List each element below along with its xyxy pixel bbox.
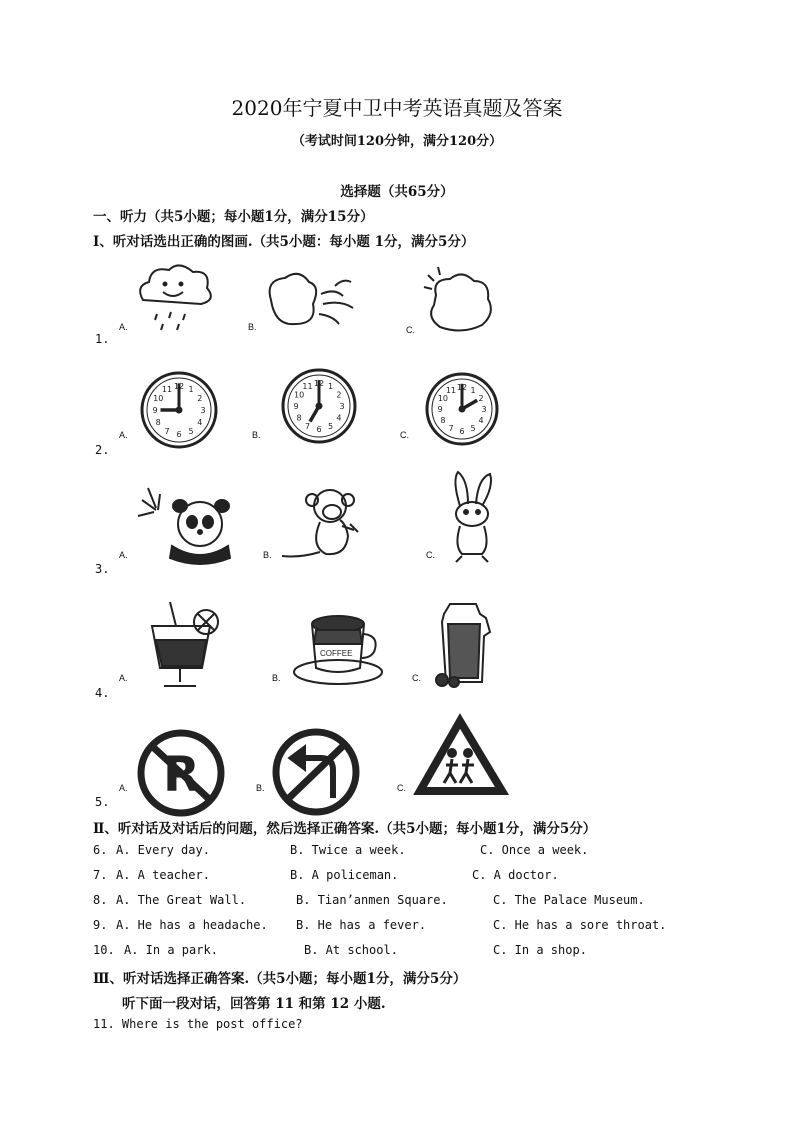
q7-option-b: B. A policeman. [290,868,399,882]
clock-numeral: 5 [470,424,476,434]
sign-letter: R [163,747,200,803]
q3-number: 3. [95,562,110,576]
children-crossing-sign-icon [416,717,506,795]
clock-nine-oclock-icon [136,370,222,450]
clock-numeral: 4 [197,418,203,427]
q4-number: 4. [95,686,110,700]
q7-number: 7. [93,868,108,882]
clock-numeral: 1 [327,382,334,392]
q6-number: 6. [93,843,108,857]
clock-numeral: 5 [327,421,334,431]
milk-jug-icon [430,602,500,690]
clock-numeral: 8 [440,416,446,425]
q1-option-b: B. [248,322,257,332]
clock-numeral: 2 [478,394,484,403]
clock-numeral: 5 [188,426,194,436]
clock-numeral: 4 [478,416,484,425]
exam-info: （考试时间120分钟，满分120分） [291,134,503,149]
clock-seven-oclock-icon [280,366,358,446]
q7-option-c: C. A doctor. [472,868,559,882]
clock-numeral: 12 [456,383,468,392]
clock-numeral: 8 [296,413,302,423]
q2-option-a: A. [119,430,128,440]
no-left-turn-sign-icon [271,728,361,816]
q10-number: 10. [93,943,115,957]
clock-numeral: 9 [152,406,158,415]
clock-numeral: 10 [293,390,305,400]
clock-numeral: 2 [336,390,342,400]
cup-label: COFFEE [320,649,353,658]
part1-title: 一、听力（共5小题；每小题1分，满分15分） [93,209,374,225]
clock-two-oclock-icon [424,370,500,448]
clock-numeral: 3 [200,406,206,415]
q9-option-a: A. He has a headache. [116,918,268,932]
q3-option-b: B. [263,550,272,560]
clock-numeral: 4 [336,413,342,423]
clock-numeral: 11 [302,382,313,392]
clock-numeral: 11 [161,385,173,395]
clock-numeral: 3 [481,405,487,414]
q9-number: 9. [93,918,108,932]
q8-number: 8. [93,893,108,907]
clock-numeral: 8 [155,418,161,427]
sub2-title: Ⅱ、听对话及对话后的问题，然后选择正确答案.（共5小题；每小题1分，满分5分） [93,821,597,837]
rabbit-icon [438,470,508,566]
q8-option-c: C. The Palace Museum. [493,893,645,907]
q1-number: 1. [95,332,110,346]
clock-numeral: 3 [339,402,345,411]
juice-glass-icon [140,600,226,690]
clock-numeral: 2 [197,394,203,403]
clock-numeral: 6 [176,430,182,439]
sub1-title: Ⅰ、听对话选出正确的图画.（共5小题：每小题 1分，满分5分） [93,234,475,250]
clock-numeral: 1 [470,385,476,395]
sub3-instruction: 听下面一段对话，回答第 11 和第 12 小题. [122,996,386,1012]
q3-option-c: C. [426,550,435,560]
clock-numeral: 12 [313,379,325,388]
clock-numeral: 11 [445,385,457,395]
q2-option-c: C. [400,430,409,440]
q6-option-c: C. Once a week. [480,843,589,857]
section-title: 选择题（共65分） [340,184,454,200]
q11-text: 11. Where is the post office? [93,1017,303,1031]
panda-icon [138,486,243,566]
sun-cloud-icon [422,265,494,335]
q6-option-a: A. Every day. [116,843,210,857]
q10-option-c: C. In a shop. [493,943,587,957]
q10-option-b: B. At school. [304,943,398,957]
q7-option-a: A. A teacher. [116,868,210,882]
clock-numeral: 9 [293,402,299,411]
wind-icon [265,270,365,332]
q5-option-c: C. [397,783,406,793]
no-parking-sign-icon [133,729,229,817]
page-title: 2020年宁夏中卫中考英语真题及答案 [231,96,563,120]
q1-option-c: C. [406,325,415,335]
clock-numeral: 12 [173,382,185,391]
clock-numeral: 10 [437,394,449,403]
q6-option-b: B. Twice a week. [290,843,406,857]
q4-option-c: C. [412,673,421,683]
coffee-cup-icon [290,602,390,688]
clock-numeral: 1 [188,385,194,395]
sub3-title: Ⅲ、听对话选择正确答案.（共5小题；每小题1分，满分5分） [93,971,467,987]
q4-option-b: B. [272,673,281,683]
q2-number: 2. [95,443,110,457]
q1-option-a: A. [119,322,128,332]
clock-numeral: 7 [448,424,454,434]
q8-option-b: B. Tian’anmen Square. [296,893,448,907]
clock-numeral: 10 [153,394,164,403]
clock-numeral: 7 [164,426,170,436]
q5-number: 5. [95,795,110,809]
clock-numeral: 7 [304,421,311,431]
monkey-icon [280,486,370,562]
clock-numeral: 6 [316,425,322,434]
q3-option-a: A. [119,550,128,560]
q4-option-a: A. [119,673,128,683]
q5-option-a: A. [119,783,128,793]
q9-option-c: C. He has a sore throat. [493,918,667,932]
clock-numeral: 6 [459,427,465,436]
q10-option-a: A. In a park. [124,943,218,957]
clock-numeral: 9 [437,405,443,414]
q2-option-b: B. [252,430,261,440]
q8-option-a: A. The Great Wall. [116,893,247,907]
q5-option-b: B. [256,783,265,793]
q9-option-b: B. He has a fever. [296,918,427,932]
rain-cloud-icon [135,262,215,334]
